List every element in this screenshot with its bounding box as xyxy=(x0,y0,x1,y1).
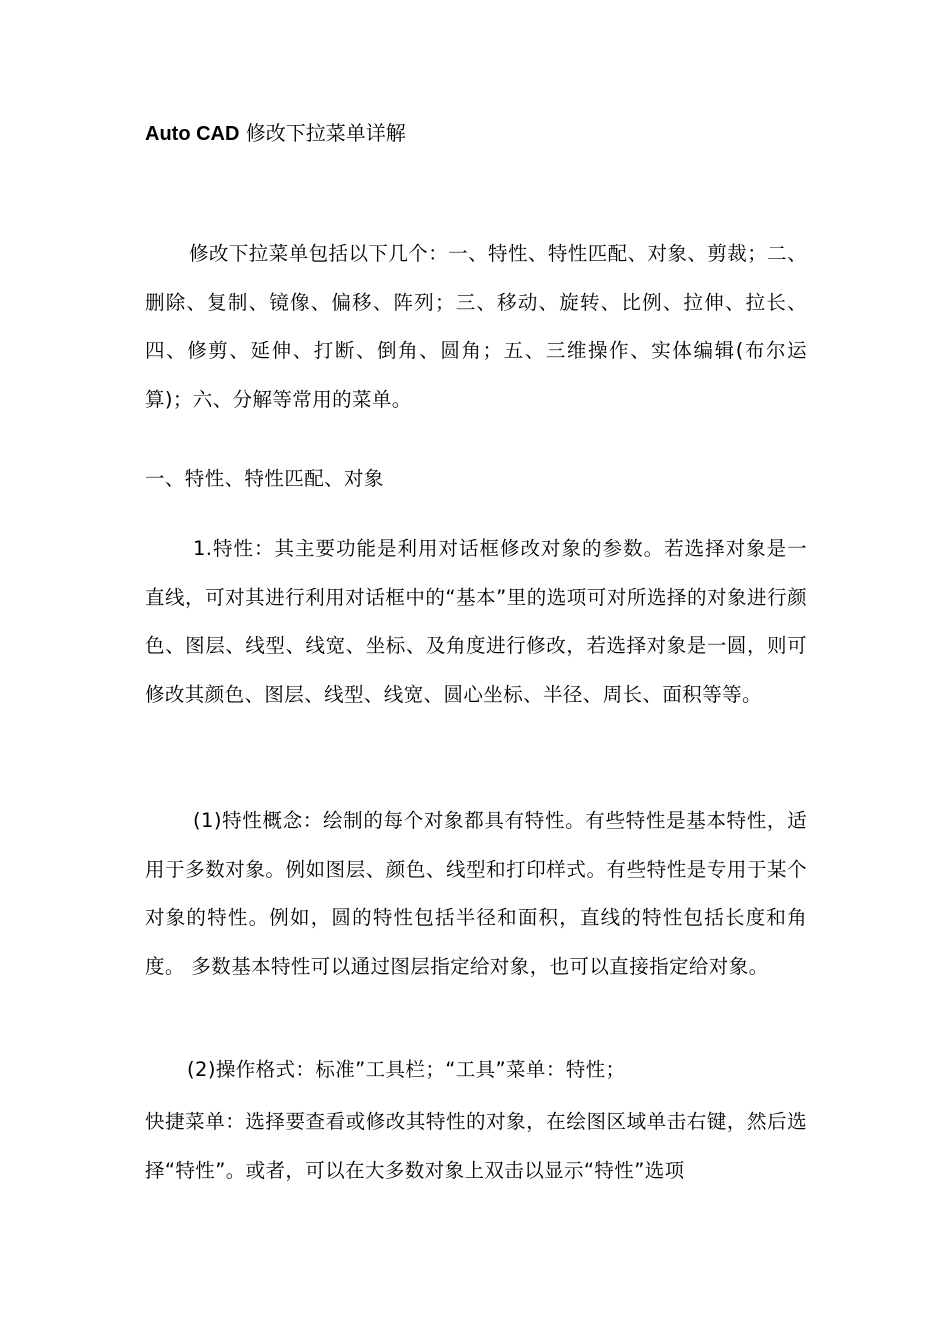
intro-paragraph: 修改下拉菜单包括以下几个：一、特性、特性匹配、对象、剪裁；二、删除、复制、镜像、偏移、阵列；三、移动、旋转、比例、拉伸、拉长、四、修剪、延伸、打断、倒角、圆角；五、三维操作、实体编辑(布尔运算)；六、分解等常用的菜单。 xyxy=(145,242,807,411)
section-1-heading: 一、特性、特性匹配、对象 xyxy=(145,467,384,490)
shortcut-paragraph: 快捷菜单：选择要查看或修改其特性的对象，在绘图区域单击右键，然后选择“特性”。或者，可以在大多数对象上双击以显示“特性”选项 xyxy=(145,1110,807,1182)
title-cjk: 修改下拉菜单详解 xyxy=(245,121,406,145)
sub-2-line: (2)操作格式：标准”工具栏；“工具”菜单：特性； xyxy=(187,1058,626,1081)
title-latin: Auto CAD xyxy=(145,123,240,145)
item-1-paragraph: 1.特性：其主要功能是利用对话框修改对象的参数。若选择对象是一直线，可对其进行利用对话框中的“基本”里的选项可对所选择的对象进行颜色、图层、线型、线宽、坐标、及角度进行修改，若选择对象是一圆，则可修改其颜色、图层、线型、线宽、圆心坐标、半径、周长、面积等等。 xyxy=(145,537,807,706)
document-title xyxy=(145,118,406,149)
sub-1-paragraph: (1)特性概念：绘制的每个对象都具有特性。有些特性是基本特性，适用于多数对象。例如图层、颜色、线型和打印样式。有些特性是专用于某个对象的特性。例如，圆的特性包括半径和面积，直线的特性包括长度和角度。 多数基本特性可以通过图层指定给对象，也可以直接指定给对象。 xyxy=(145,809,807,978)
